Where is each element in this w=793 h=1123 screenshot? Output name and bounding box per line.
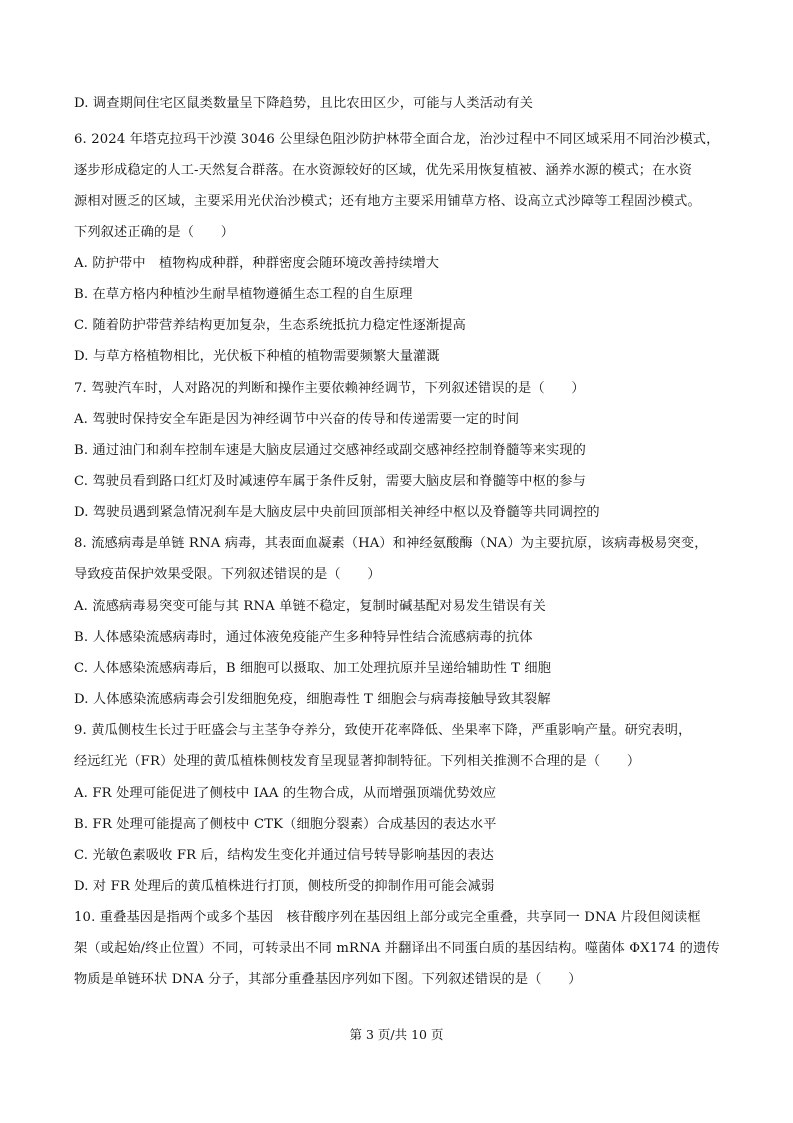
question-6-stem-line-4: 下列叙述正确的是（ ） xyxy=(74,225,235,240)
question-9-option-b: B. FR 处理可能提高了侧枝中 CTK（细胞分裂素）合成基因的表达水平 xyxy=(74,817,497,832)
question-6-stem-line-3: 源相对匮乏的区域，主要采用光伏治沙模式；还有地方主要采用铺草方格、设高立式沙障等工程固沙模式。 xyxy=(74,194,701,209)
question-9-option-d: D. 对 FR 处理后的黄瓜植株进行打顶，侧枝所受的抑制作用可能会减弱 xyxy=(74,879,495,894)
question-6-option-a: A. 防护带中 植物构成种群，种群密度会随环境改善持续增大 xyxy=(74,256,440,271)
question-10-stem-line-2: 架（或起始/终止位置）不同，可转录出不同 mRNA 并翻译出不同蛋白质的基因结构。噬菌体 ΦX174 的遗传 xyxy=(74,941,720,956)
question-6-option-d: D. 与草方格植物相比，光伏板下种植的植物需要频繁大量灌溉 xyxy=(74,349,440,364)
question-6-option-b: B. 在草方格内种植沙生耐旱植物遵循生态工程的自生原理 xyxy=(74,287,413,302)
question-9-stem-line-2: 经远红光（FR）处理的黄瓜植株侧枝发育呈现显著抑制特征。下列相关推测不合理的是（ ） xyxy=(74,754,641,769)
question-9-option-c: C. 光敏色素吸收 FR 后，结构发生变化并通过信号转导影响基因的表达 xyxy=(74,848,494,863)
question-5-option-d: D. 调查期间住宅区鼠类数量呈下降趋势，且比农田区少，可能与人类活动有关 xyxy=(74,96,534,111)
question-7-option-b: B. 通过油门和刹车控制车速是大脑皮层通过交感神经或副交感神经控制脊髓等来实现的 xyxy=(74,443,587,458)
question-10-stem-line-3: 物质是单链环状 DNA 分子，其部分重叠基因序列如下图。下列叙述错误的是（ ） xyxy=(74,972,582,987)
question-7-option-a: A. 驾驶时保持安全车距是因为神经调节中兴奋的传导和传递需要一定的时间 xyxy=(74,412,520,427)
question-7-stem: 7. 驾驶汽车时，人对路况的判断和操作主要依赖神经调节，下列叙述错误的是（ ） xyxy=(74,381,585,396)
question-7-option-d: D. 驾驶员遇到紧急情况刹车是大脑皮层中央前回顶部相关神经中枢以及脊髓等共同调控的 xyxy=(74,505,600,520)
question-8-option-d: D. 人体感染流感病毒会引发细胞免疫，细胞毒性 T 细胞会与病毒接触导致其裂解 xyxy=(74,692,551,707)
question-6-stem-line-2: 逐步形成稳定的人工-天然复合群落。在水资源较好的区域，优先采用恢复植被、涵养水源的模式；在水资 xyxy=(74,163,693,178)
question-6-stem-line-1: 6. 2024 年塔克拉玛干沙漠 3046 公里绿色阻沙防护林带全面合龙，治沙过程中不同区域采用不同治沙模式， xyxy=(74,132,720,147)
question-7-option-c: C. 驾驶员看到路口红灯及时减速停车属于条件反射，需要大脑皮层和脊髓等中枢的参与 xyxy=(74,474,586,489)
question-10-stem-line-1: 10. 重叠基因是指两个或多个基因 核苷酸序列在基因组上部分或完全重叠，共享同一 DNA 片段但阅读框 xyxy=(74,910,701,925)
question-8-option-c: C. 人体感染流感病毒后，B 细胞可以摄取、加工处理抗原并呈递给辅助性 T 细胞 xyxy=(74,661,552,676)
question-8-stem-line-2: 导致疫苗保护效果受限。下列叙述错误的是（ ） xyxy=(74,567,381,582)
question-6-option-c: C. 随着防护带营养结构更加复杂，生态系统抵抗力稳定性逐渐提高 xyxy=(74,318,466,333)
question-9-stem-line-1: 9. 黄瓜侧枝生长过于旺盛会与主茎争夺养分，致使开花率降低、坐果率下降，严重影响产量。研究表明， xyxy=(74,723,692,738)
question-8-option-b: B. 人体感染流感病毒时，通过体液免疫能产生多种特异性结合流感病毒的抗体 xyxy=(74,630,533,645)
question-9-option-a: A. FR 处理可能促进了侧枝中 IAA 的生物合成，从而增强顶端优势效应 xyxy=(74,786,497,801)
page-number-footer: 第 3 页/共 10 页 xyxy=(349,1027,444,1042)
question-8-stem-line-1: 8. 流感病毒是单链 RNA 病毒，其表面血凝素（HA）和神经氨酸酶（NA）为主要抗原，该病毒极易突变， xyxy=(74,536,708,551)
question-8-option-a: A. 流感病毒易突变可能与其 RNA 单链不稳定，复制时碱基配对易发生错误有关 xyxy=(74,599,546,614)
